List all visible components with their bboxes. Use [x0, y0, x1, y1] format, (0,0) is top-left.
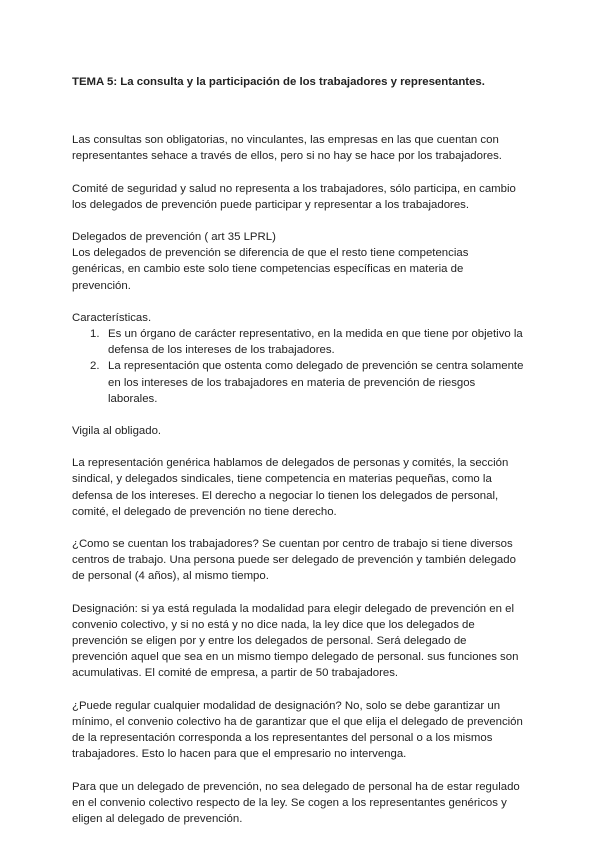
- delegados-body: Los delegados de prevención se diferencia de que el resto tiene competencias genéricas, en cambio este solo tiene competencias específicas en materia de prevención.: [72, 247, 469, 292]
- paragraph-vigila: Vigila al obligado.: [72, 425, 162, 438]
- caracteristicas-list: [72, 326, 524, 407]
- list-item-text: Es un órgano de carácter representativo, en la medida en que tiene por objetivo la defensa de los intereses de los trabajadores.: [108, 328, 523, 357]
- paragraph-puede-regular: ¿Puede regular cualquier modalidad de designación? No, solo se debe garantizar un mínimo, el convenio colectivo ha de garantizar que el que elija el delegado de prevención de la representación corresponda a los representantes del personal o a los mismos trabajadores. Esto lo hacen para que el empresario no intervenga.: [72, 699, 523, 761]
- list-item-text: La representación que ostenta como delegado de prevención se centra solamente en los intereses de los trabajadores en materia de prevención de riesgos laborales.: [108, 360, 524, 405]
- paragraph-designacion: Designación: si ya está regulada la modalidad para elegir delegado de prevención en el convenio colectivo, y si no está y no dice nada, la ley dice que los delegados de prevención se eligen por y entre los delegados de personal. Será delegado de prevención aquel que sea en un mismo tiempo delegado de personal. sus funciones son acumulativas. El comité de empresa, a partir de 50 trabajadores.: [72, 602, 519, 680]
- list-item: [90, 358, 524, 407]
- section-caracteristicas: [72, 310, 524, 407]
- document-content: [72, 74, 524, 843]
- list-item: [90, 326, 524, 358]
- paragraph-como-se-cuentan: ¿Como se cuentan los trabajadores? Se cuentan por centro de trabajo si tiene diversos centros de trabajo. Una persona puede ser delegado de prevención y también delegado de personal (4 años), al mismo tiempo.: [72, 538, 516, 583]
- document-title: TEMA 5: La consulta y la participación de los trabajadores y representantes.: [72, 76, 485, 88]
- paragraph-consultas: Las consultas son obligatorias, no vinculantes, las empresas en las que cuentan con representantes sehace a través de ellos, pero si no hay se hace por los trabajadores.: [72, 134, 502, 163]
- caracteristicas-heading: Características.: [72, 311, 152, 324]
- delegados-heading: Delegados de prevención ( art 35 LPRL): [72, 231, 276, 244]
- paragraph-representacion: La representación genérica hablamos de delegados de personas y comités, la sección sindical, y delegados sindicales, tiene competencia en materias pequeñas, como la defensa de los intereses. El derecho a negociar lo tienen los delegados de personal, comité, el delegado de prevención no tiene derecho.: [72, 457, 509, 518]
- section-delegados: [72, 229, 524, 294]
- list-item-number: 2.: [90, 360, 100, 373]
- paragraph-final: Para que un delegado de prevención, no sea delegado de personal ha de estar regulado en el convenio colectivo respecto de la ley. Se cogen a los representantes genéricos y eligen al delegado de prevención.: [72, 780, 520, 825]
- paragraph-comite: Comité de seguridad y salud no representa a los trabajadores, sólo participa, en cambio los delegados de prevención puede participar y representar a los trabajadores.: [72, 182, 516, 211]
- list-item-number: 1.: [90, 328, 100, 341]
